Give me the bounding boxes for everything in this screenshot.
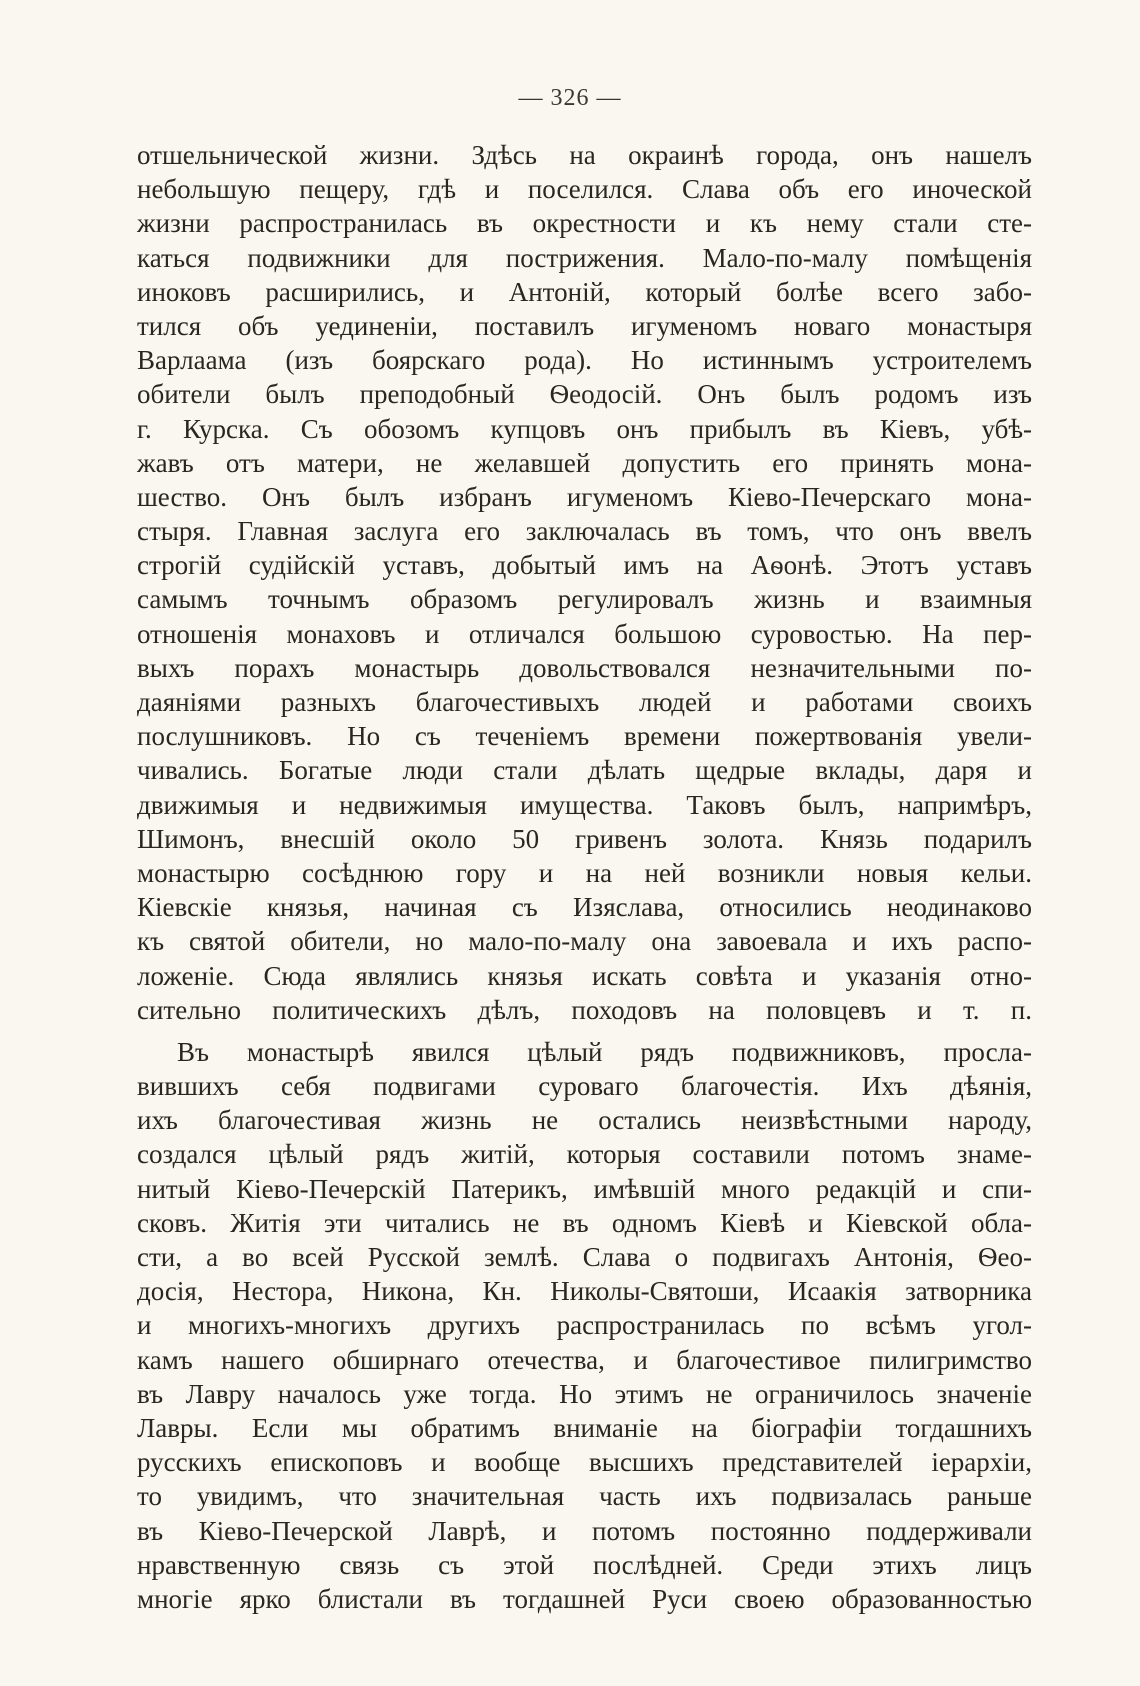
text-line: въ Кіево-Печерской Лаврѣ, и потомъ постоянно поддерживали — [137, 1515, 1032, 1546]
paragraph-gap — [137, 1027, 1032, 1035]
page-number: — 326 — — [518, 85, 622, 111]
text-line: иноковъ расширились, и Антоній, который болѣе всего забо- — [137, 276, 1032, 307]
body-text — [137, 138, 1032, 1616]
text-line: стыря. Главная заслуга его заключалась въ томъ, что онъ ввелъ — [137, 516, 1032, 547]
text-line: тился объ уединеніи, поставилъ игуменомъ новаго монастыря — [137, 310, 1032, 341]
text-line: многіе ярко блистали въ тогдашней Руси своею образованностью — [137, 1583, 1032, 1614]
text-line: г. Курска. Съ обозомъ купцовъ онъ прибылъ въ Кіевъ, убѣ- — [137, 413, 1032, 444]
text-line: небольшую пещеру, гдѣ и поселился. Слава объ его иноческой — [137, 174, 1032, 205]
text-line: Въ монастырѣ явился цѣлый рядъ подвижниковъ, просла- — [177, 1036, 1032, 1067]
text-line: жизни распространилась въ окрестности и къ нему стали сте- — [137, 208, 1032, 239]
text-line: сковъ. Житія эти читались не въ одномъ Кіевѣ и Кіевской обла- — [137, 1207, 1032, 1238]
text-line: создался цѣлый рядъ житій, которыя составили потомъ знаме- — [137, 1139, 1032, 1170]
text-line: камъ нашего обширнаго отечества, и благочестивое пилигримство — [137, 1344, 1032, 1375]
text-line: и многихъ-многихъ другихъ распространилась по всѣмъ угол- — [137, 1310, 1032, 1341]
text-line: отношенія монаховъ и отличался большою суровостью. На пер- — [137, 618, 1032, 649]
text-line: нитый Кіево-Печерскій Патерикъ, имѣвшій много редакцій и спи- — [137, 1173, 1032, 1204]
text-line: сительно политическихъ дѣлъ, походовъ на половцевъ и т. п. — [137, 994, 1032, 1025]
text-line: вившихъ себя подвигами суроваго благочестія. Ихъ дѣянія, — [137, 1071, 1032, 1102]
text-line: монастырю сосѣднюю гору и на ней возникли новыя кельи. — [137, 857, 1032, 888]
text-line: послушниковъ. Но съ теченіемъ времени пожертвованія увели- — [137, 721, 1032, 752]
text-line: то увидимъ, что значительная часть ихъ подвизалась раньше — [137, 1481, 1032, 1512]
text-line: даяніями разныхъ благочестивыхъ людей и работами своихъ — [137, 687, 1032, 717]
text-line: самымъ точнымъ образомъ регулировалъ жизнь и взаимныя — [137, 584, 1032, 615]
text-line: Лавры. Если мы обратимъ вниманіе на біографіи тогдашнихъ — [137, 1412, 1032, 1443]
text-line: ложеніе. Сюда являлись князья искать совѣта и указанія отно- — [137, 960, 1032, 991]
paragraph-1 — [137, 138, 1032, 1027]
text-line: каться подвижники для пострижения. Мало-по-малу помѣщенія — [137, 242, 1032, 273]
text-line: выхъ порахъ монастырь довольствовался незначительными по- — [137, 652, 1032, 683]
text-line: Шимонъ, внесшій около 50 гривенъ золота. Князь подарилъ — [137, 823, 1032, 854]
paragraph-2 — [137, 1035, 1032, 1616]
text-line: Варлаама (изъ боярскаго рода). Но истиннымъ устроителемъ — [137, 345, 1032, 376]
text-line: отшельнической жизни. Здѣсь на окраинѣ города, онъ нашелъ — [137, 140, 1032, 170]
text-line: ихъ благочестивая жизнь не остались неизвѣстными народу, — [137, 1105, 1032, 1136]
text-line: чивались. Богатые люди стали дѣлать щедрые вклады, даря и — [137, 755, 1032, 786]
text-line: движимыя и недвижимыя имущества. Таковъ былъ, напримѣръ, — [137, 789, 1032, 820]
text-line: къ святой обители, но мало-по-малу она завоевала и ихъ распо- — [137, 926, 1032, 957]
text-line: шество. Онъ былъ избранъ игуменомъ Кіево-Печерскаго мона- — [137, 481, 1032, 512]
text-line: русскихъ епископовъ и вообще высшихъ представителей іерархіи, — [137, 1447, 1032, 1478]
text-line: обители былъ преподобный Ѳеодосій. Онъ былъ родомъ изъ — [137, 379, 1032, 410]
text-line: сти, а во всей Русской землѣ. Слава о подвигахъ Антонія, Ѳео- — [137, 1242, 1032, 1272]
text-line: Кіевскіе князья, начиная съ Изяслава, относились неодинаково — [137, 892, 1032, 923]
text-line: въ Лавру началось уже тогда. Но этимъ не ограничилось значеніе — [137, 1378, 1032, 1409]
text-line: нравственную связь съ этой послѣдней. Среди этихъ лицъ — [137, 1549, 1032, 1580]
text-line: досія, Нестора, Никона, Кн. Николы-Святоши, Исаакія затворника — [137, 1276, 1032, 1307]
text-line: строгій судійскій уставъ, добытый имъ на Аѳонѣ. Этотъ уставъ — [137, 550, 1032, 581]
text-line: жавъ отъ матери, не желавшей допустить его принять мона- — [137, 447, 1032, 478]
